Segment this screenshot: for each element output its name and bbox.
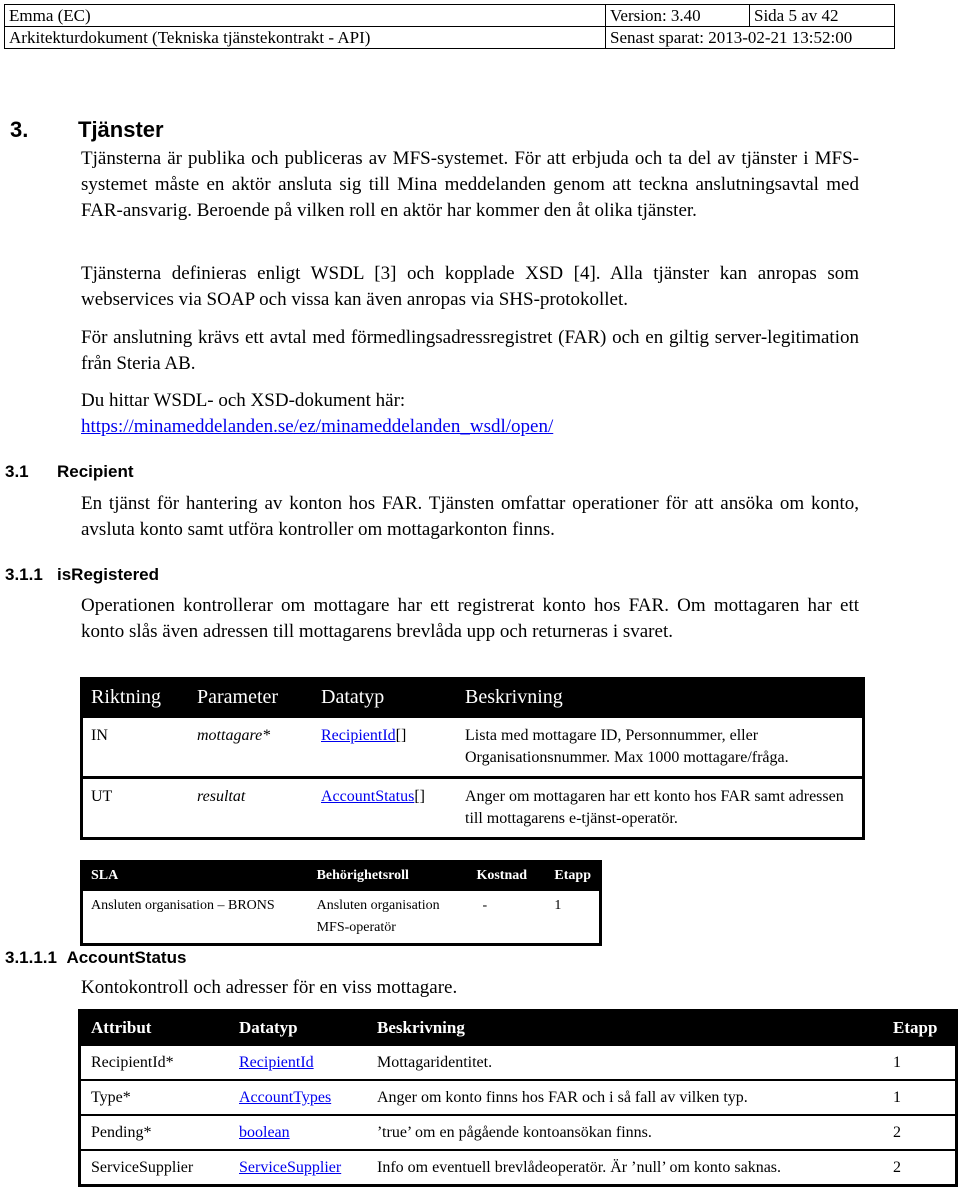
parameter-table bbox=[80, 677, 865, 840]
table-row: Pending* boolean ’true’ om en pågående kontoansökan finns. 2 bbox=[80, 1115, 957, 1150]
document-version: Version: 3.40 bbox=[606, 5, 750, 27]
col-datatyp: Datatyp bbox=[229, 1011, 367, 1046]
section-3-1-1-heading: 3.1.1 isRegistered bbox=[5, 565, 160, 584]
accountstatus-link[interactable]: AccountStatus bbox=[321, 788, 415, 805]
col-sla: SLA bbox=[82, 862, 309, 891]
table-row: UT resultat AccountStatus[] Anger om mottagaren har ett konto hos FAR samt adressen till mottagarens e-tjänst-operatör. bbox=[82, 778, 864, 839]
col-attribut: Attribut bbox=[80, 1011, 230, 1046]
page-number: Sida 5 av 42 bbox=[750, 5, 895, 27]
recipientid-link[interactable]: RecipientId bbox=[321, 727, 396, 744]
page-header bbox=[4, 4, 895, 49]
table-row: ServiceSupplier ServiceSupplier Info om eventuell brevlådeoperatör. Är ’null’ om konto saknas. 2 bbox=[80, 1150, 957, 1186]
table-row: IN mottagare* RecipientId[] Lista med mottagare ID, Personnummer, eller Organisationsnummer. Max 1000 mottagare/fråga. bbox=[82, 717, 864, 778]
section-3-docs: Du hittar WSDL- och XSD-dokument här: https://minameddelanden.se/ez/minameddelanden_wsdl/open/ bbox=[81, 390, 554, 437]
col-beskrivning: Beskrivning bbox=[367, 1011, 883, 1046]
section-3-heading: 3. Tjänster bbox=[10, 117, 164, 142]
col-etapp: Etapp bbox=[546, 862, 600, 891]
table-row: Ansluten organisation – BRONS Ansluten organisation MFS-operatör - 1 bbox=[82, 890, 601, 945]
section-3-1-heading: 3.1 Recipient bbox=[5, 462, 134, 481]
document-subtitle: Arkitekturdokument (Tekniska tjänstekontrakt - API) bbox=[5, 27, 606, 49]
last-saved: Senast sparat: 2013-02-21 13:52:00 bbox=[606, 27, 895, 49]
servicesupplier-link[interactable]: ServiceSupplier bbox=[239, 1159, 342, 1176]
col-datatyp: Datatyp bbox=[313, 679, 457, 717]
section-3-intro: Tjänsterna är publika och publiceras av MFS-systemet. För att erbjuda och ta del av tjänster i MFS-systemet måste en aktör ansluta sig till Mina meddelanden genom att teckna anslutningsavtal med FAR-ansvarig. Beroende på vilken roll en aktör har kommer den åt olika tjänster. bbox=[81, 148, 859, 221]
section-3-1-1-1-text: Kontokontroll och adresser för en viss mottagare. bbox=[81, 977, 458, 998]
section-3-1-text: En tjänst för hantering av konton hos FAR. Tjänsten omfattar operationer för att ansöka om konto, avsluta konto samt utföra kontroller om mottagarkonton finns. bbox=[81, 493, 859, 540]
sla-table bbox=[80, 860, 602, 946]
wsdl-link[interactable]: https://minameddelanden.se/ez/minameddelanden_wsdl/open/ bbox=[81, 416, 554, 437]
col-beskrivning: Beskrivning bbox=[457, 679, 864, 717]
col-parameter: Parameter bbox=[189, 679, 313, 717]
accounttypes-link[interactable]: AccountTypes bbox=[239, 1089, 332, 1106]
boolean-link[interactable]: boolean bbox=[239, 1124, 290, 1141]
accountstatus-table bbox=[78, 1009, 958, 1187]
section-3-1-1-text: Operationen kontrollerar om mottagare har ett registrerat konto hos FAR. Om mottagaren har ett konto slås även adressen till mottagarens brevlåda upp och returneras i svaret. bbox=[81, 595, 859, 642]
col-behorighetsroll: Behörighetsroll bbox=[309, 862, 469, 891]
table-row: RecipientId* RecipientId Mottagaridentitet. 1 bbox=[80, 1045, 957, 1080]
section-3-1-1-1-heading: 3.1.1.1 AccountStatus bbox=[5, 948, 187, 967]
recipientid-type-link[interactable]: RecipientId bbox=[239, 1054, 314, 1071]
table-row: Type* AccountTypes Anger om konto finns hos FAR och i så fall av vilken typ. 1 bbox=[80, 1080, 957, 1115]
col-riktning: Riktning bbox=[82, 679, 190, 717]
section-3-connection: För anslutning krävs ett avtal med förmedlingsadressregistret (FAR) och en giltig server-legitimation från Steria AB. bbox=[81, 327, 859, 374]
col-kostnad: Kostnad bbox=[468, 862, 546, 891]
document-name: Emma (EC) bbox=[5, 5, 606, 27]
section-3-wsdl: Tjänsterna definieras enligt WSDL [3] och kopplade XSD [4]. Alla tjänster kan anropas som webservices via SOAP och vissa kan även anropas via SHS-protokollet. bbox=[81, 263, 859, 310]
col-etapp: Etapp bbox=[883, 1011, 957, 1046]
